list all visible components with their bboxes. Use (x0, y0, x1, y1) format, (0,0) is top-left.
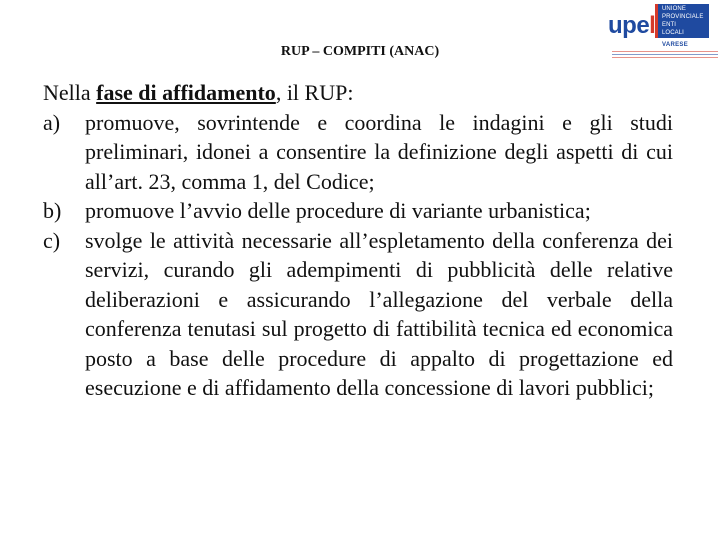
slide-title: RUP – COMPITI (ANAC) (280, 44, 440, 59)
logo-box-line: PROVINCIALE (662, 14, 704, 20)
list-item-text: promuove l’avvio delle procedure di variante urbanistica; (85, 198, 591, 223)
logo-word-accent: l (649, 12, 656, 39)
list-item (43, 108, 673, 197)
intro-prefix: Nella (43, 80, 97, 105)
slide-body (43, 78, 673, 403)
list-marker: b) (43, 198, 62, 223)
logo-box-line: ENTI (662, 22, 677, 28)
logo-wordmark (608, 12, 655, 40)
list-marker: a) (43, 109, 61, 135)
logo-city: VARESE (661, 42, 689, 48)
duties-list (43, 108, 673, 403)
logo-box-line: UNIONE (662, 6, 686, 12)
logo-box-line: LOCALI (662, 30, 684, 36)
list-item (43, 196, 673, 226)
list-item-text: promuove, sovrintende e coordina le indagini e gli studi preliminari, idonei a consentire la definizione degli aspetti di cui all’art. 23, comma 1, del Codice; (85, 109, 673, 194)
logo-word-main: upe (608, 12, 650, 39)
intro-line (43, 78, 673, 108)
logo-box (655, 4, 709, 38)
list-item-text: svolge le attività necessarie all’espletamento della conferenza dei servizi, curando gli adempimenti di pubblicità delle relative deliberazioni e assicurando l’allegazione del verbale della conferenza tenutasi sul progetto di fattibilità tecnica ed economica posto a base delle procedure di appalto di progettazione ed esecuzione e di affidamento della concessione di lavori pubblici; (85, 227, 673, 400)
upel-logo (608, 2, 720, 64)
list-marker: c) (43, 227, 61, 253)
intro-suffix: , il RUP: (275, 80, 354, 105)
intro-emphasis: fase di affidamento (96, 80, 276, 105)
logo-fine-print (612, 49, 718, 62)
list-item (43, 226, 673, 403)
